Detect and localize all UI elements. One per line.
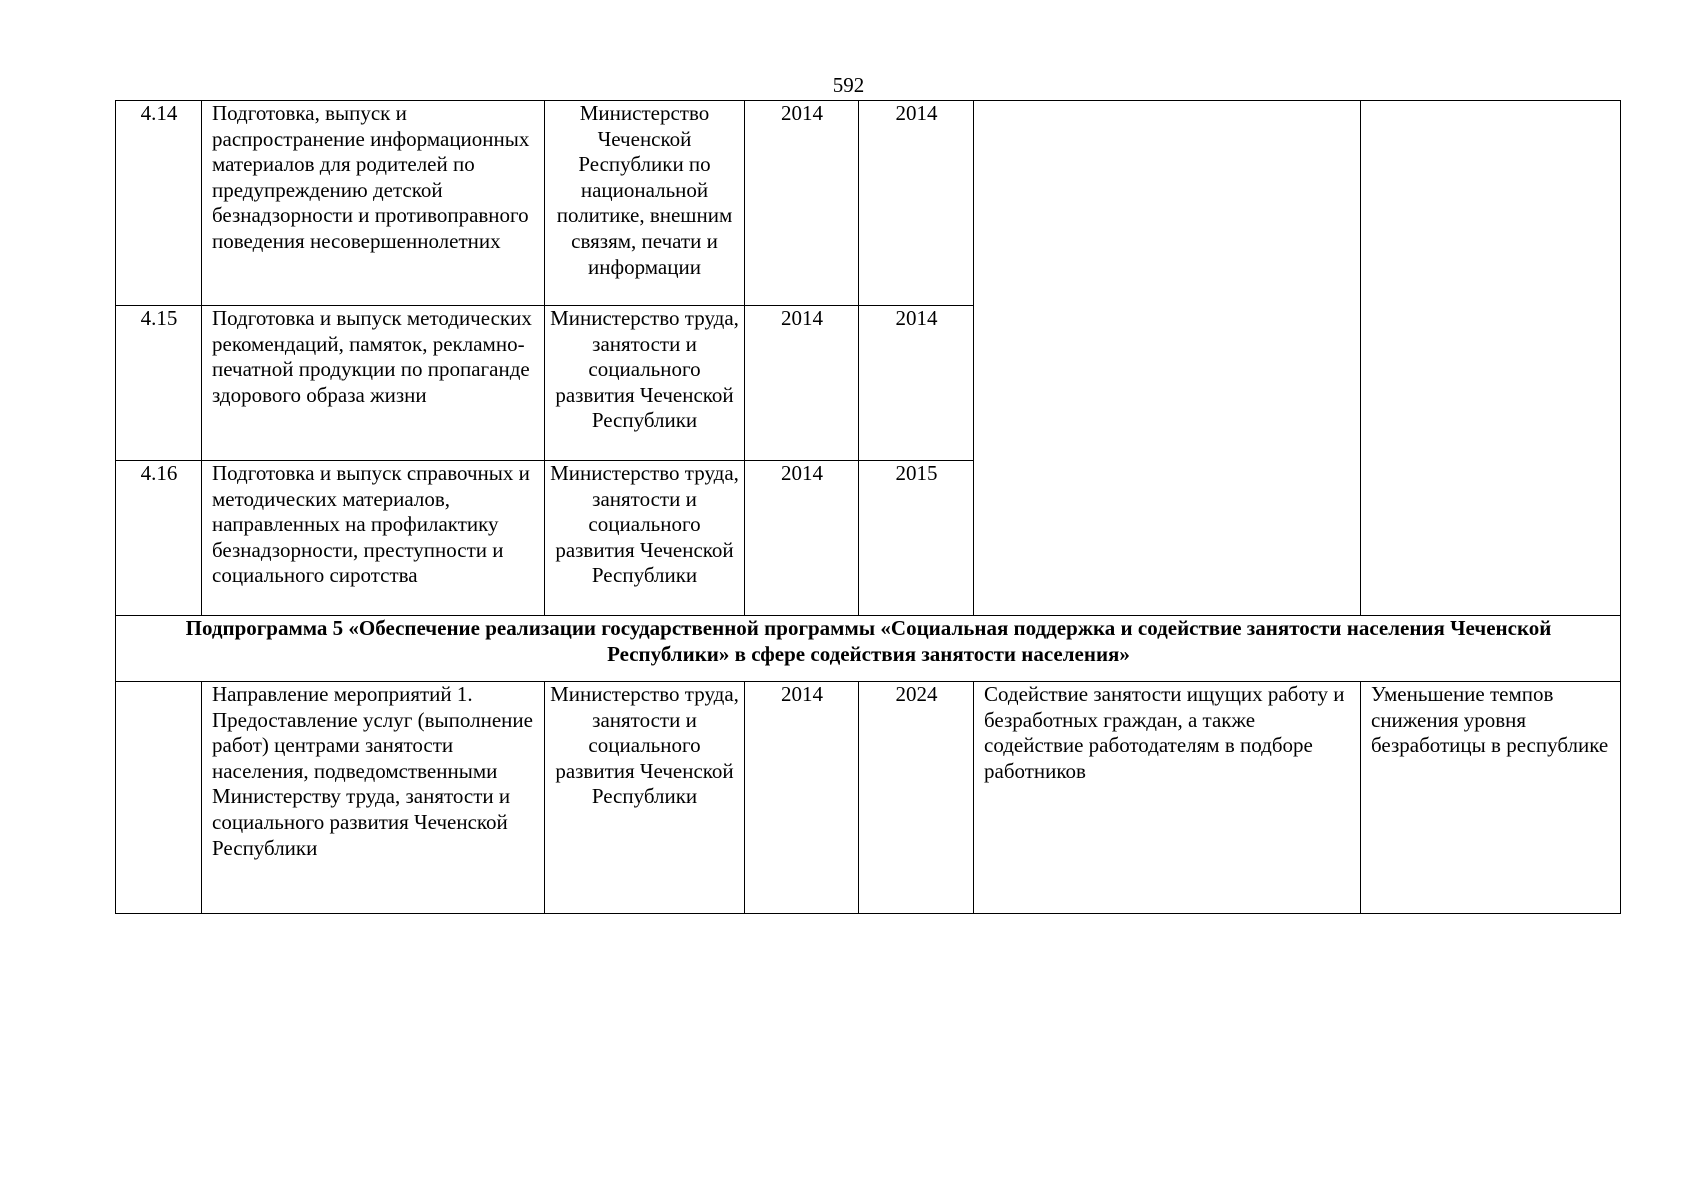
- row-number: 4.14: [116, 101, 202, 306]
- end-year: 2024: [859, 682, 974, 914]
- expected-result-cell: [974, 101, 1361, 616]
- activity-name: Подготовка и выпуск методических рекомендаций, памяток, рекламно-печатной продукции по пропаганде здорового образа жизни: [202, 306, 545, 461]
- start-year: 2014: [745, 682, 859, 914]
- executor: Министерство труда, занятости и социального развития Чеченской Республики: [545, 306, 745, 461]
- start-year: 2014: [745, 461, 859, 616]
- expected-result: Содействие занятости ищущих работу и безработных граждан, а также содействие работодателям в подборе работников: [974, 682, 1361, 914]
- start-year: 2014: [745, 306, 859, 461]
- executor: Министерство Чеченской Республики по национальной политике, внешним связям, печати и информации: [545, 101, 745, 306]
- activity-name: Направление мероприятий 1. Предоставление услуг (выполнение работ) центрами занятости населения, подведомственными Министерству труда, занятости и социального развития Чеченской Республики: [202, 682, 545, 914]
- indicator-link-cell: [1361, 101, 1621, 616]
- row-number: 4.16: [116, 461, 202, 616]
- executor: Министерство труда, занятости и социального развития Чеченской Республики: [545, 461, 745, 616]
- subprogram-header-row: [116, 616, 1621, 682]
- table-row: [116, 682, 1621, 914]
- row-number: [116, 682, 202, 914]
- end-year: 2014: [859, 101, 974, 306]
- executor: Министерство труда, занятости и социального развития Чеченской Республики: [545, 682, 745, 914]
- activity-name: Подготовка, выпуск и распространение информационных материалов для родителей по предупреждению детской безнадзорности и противоправного поведения несовершеннолетних: [202, 101, 545, 306]
- indicator-link: Уменьшение темпов снижения уровня безработицы в республике: [1361, 682, 1621, 914]
- table-row: [116, 101, 1621, 306]
- page-number: 592: [832, 73, 865, 97]
- subprogram-title: Подпрограмма 5 «Обеспечение реализации государственной программы «Социальная поддержка и содействие занятости населения Чеченской Республики» в сфере содействия занятости населения»: [116, 616, 1621, 682]
- start-year: 2014: [745, 101, 859, 306]
- program-activities-table: [115, 100, 1621, 914]
- end-year: 2014: [859, 306, 974, 461]
- row-number: 4.15: [116, 306, 202, 461]
- activity-name: Подготовка и выпуск справочных и методических материалов, направленных на профилактику безнадзорности, преступности и социального сиротства: [202, 461, 545, 616]
- end-year: 2015: [859, 461, 974, 616]
